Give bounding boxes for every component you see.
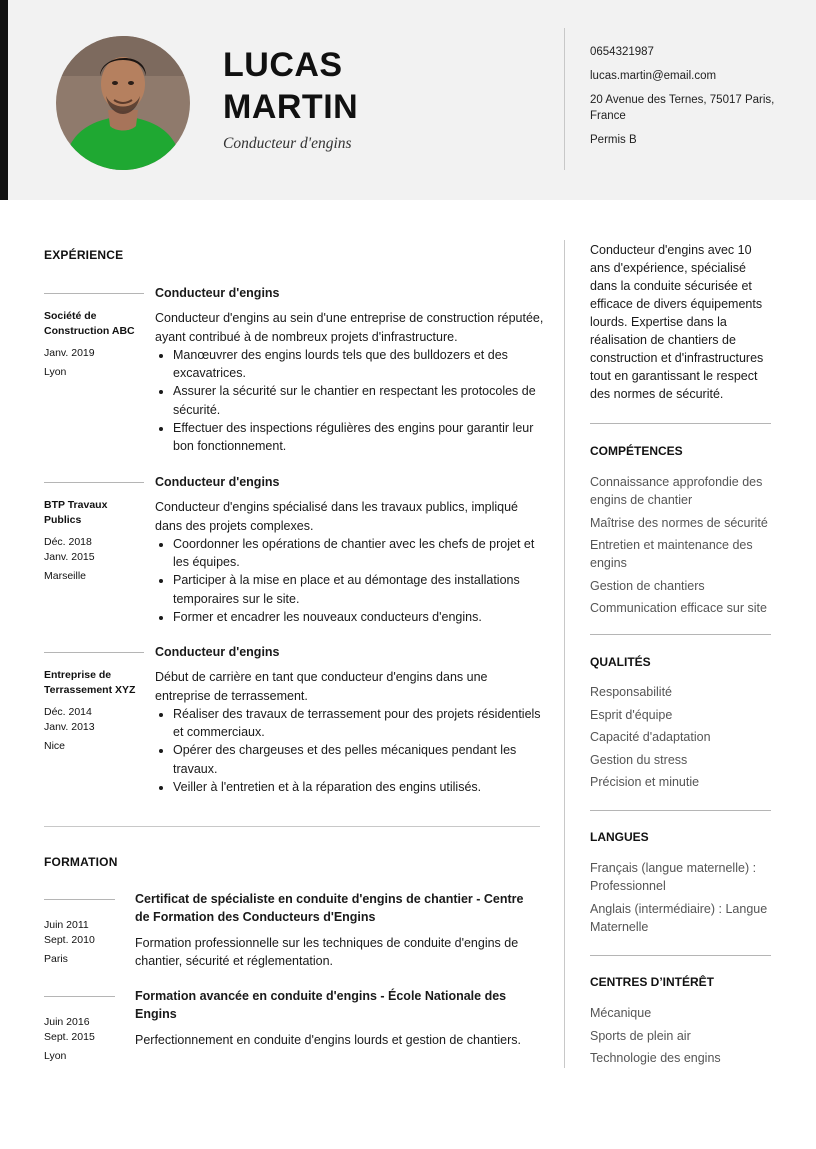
contact-info: [590, 44, 790, 156]
section-divider: [44, 826, 540, 827]
profile-summary: Conducteur d'engins avec 10 ans d'expérience, spécialisé dans la conduite sécurisée et efficace de divers équipements lourds. Expertise dans la réalisation de chantiers de construction et d'infrastructures tout en garantissant le respect des normes de sécurité.: [590, 243, 764, 401]
date-end: Juin 2016: [44, 1016, 90, 1028]
role-description: Début de carrière en tant que conducteur d'engins dans une entreprise de terrassement.: [155, 670, 488, 703]
quality-item: Gestion du stress: [590, 752, 688, 767]
date-start: Sept. 2010: [44, 934, 95, 946]
degree-title: Formation avancée en conduite d'engins - École Nationale des Engins: [135, 989, 507, 1022]
item-rule: [44, 652, 144, 653]
education-heading: FORMATION: [44, 855, 118, 869]
task-item: • Réaliser des travaux de terrassement pour des projets résidentiels et commerciaux.: [173, 705, 545, 742]
interest-item: Sports de plein air: [590, 1028, 691, 1043]
location: Nice: [44, 740, 66, 752]
company-name: Société de Construction ABC: [44, 310, 135, 337]
task-item: • Coordonner les opérations de chantier avec les chefs de projet et les équipes.: [173, 535, 545, 572]
experience-content: [155, 473, 545, 626]
phone: 0654321987: [590, 46, 654, 58]
task-item: • Effectuer des inspections régulières des engins pour garantir leur bon fonctionnement.: [173, 419, 545, 456]
quality-item: Précision et minutie: [590, 775, 700, 789]
header-divider: [564, 28, 565, 170]
experience-meta: [44, 309, 144, 380]
task-list: [173, 346, 545, 456]
date-end: Janv. 2015: [44, 551, 95, 563]
item-rule: [44, 482, 144, 483]
education-content: [135, 890, 530, 970]
date-start: Janv. 2019: [44, 347, 95, 359]
role-description: Conducteur d'engins spécialisé dans les travaux publics, impliqué dans des projets complexes.: [155, 500, 519, 533]
skills-list: [590, 473, 775, 622]
languages-list: [590, 859, 775, 940]
experience-meta: [44, 668, 144, 754]
education-meta: [44, 1015, 124, 1064]
task-item: • Opérer des chargeuses et des pelles mécaniques pendant les travaux.: [173, 741, 545, 778]
task-list: [173, 535, 545, 626]
date-start: Sept. 2015: [44, 1031, 95, 1043]
experience-meta: [44, 498, 144, 584]
first-name: LUCAS: [223, 46, 343, 84]
interest-item: Mécanique: [590, 1006, 652, 1020]
item-rule: [44, 996, 115, 997]
item-rule: [44, 899, 115, 900]
interests-list: [590, 1004, 775, 1072]
task-item: • Assurer la sécurité sur le chantier en respectant les protocoles de sécurité.: [173, 382, 545, 419]
task-item: • Former et encadrer les nouveaux conducteurs d'engins.: [173, 608, 545, 626]
location: Lyon: [44, 366, 67, 378]
skill-item: Gestion de chantiers: [590, 578, 705, 593]
sidebar-divider: [590, 634, 771, 635]
role-title: Conducteur d'engins: [155, 475, 280, 489]
last-name: MARTIN: [223, 88, 359, 126]
interests-heading: CENTRES D’INTÉRÊT: [590, 975, 715, 989]
interest-item: Technologie des engins: [590, 1051, 721, 1065]
experience-heading: EXPÉRIENCE: [44, 248, 124, 262]
accent-strip: [0, 0, 8, 200]
role-title: Conducteur d'engins: [155, 286, 280, 300]
task-item: • Veiller à l'entretien et à la réparation des engins utilisés.: [173, 778, 545, 796]
experience-content: [155, 643, 545, 796]
company-name: BTP Travaux Publics: [44, 499, 108, 526]
role-description: Conducteur d'engins au sein d'une entreprise de construction réputée, ayant contribué à de nombreux projets d'infrastructure.: [155, 311, 544, 344]
location: Paris: [44, 953, 68, 965]
date-end: Janv. 2013: [44, 721, 95, 733]
skill-item: Connaissance approfondie des engins de chantier: [590, 475, 763, 507]
task-item: • Manœuvrer des engins lourds tels que des bulldozers et des excavatrices.: [173, 346, 545, 383]
column-divider: [564, 240, 565, 1068]
skill-item: Entretien et maintenance des engins: [590, 538, 753, 570]
address: 20 Avenue des Ternes, 75017 Paris, France: [590, 94, 775, 122]
sidebar-divider: [590, 810, 771, 811]
email: lucas.martin@email.com: [590, 70, 717, 82]
date-start: Déc. 2014: [44, 706, 92, 718]
quality-item: Responsabilité: [590, 685, 672, 699]
degree-description: Formation professionnelle sur les techniques de conduite d'engins de chantier, sécurité et réglementation.: [135, 935, 519, 968]
qualities-heading: QUALITÉS: [590, 655, 651, 669]
company-name: Entreprise de Terrassement XYZ: [44, 669, 136, 696]
skill-item: Maîtrise des normes de sécurité: [590, 515, 768, 530]
item-rule: [44, 293, 144, 294]
full-name: [223, 44, 358, 128]
quality-item: Capacité d'adaptation: [590, 730, 711, 744]
profile-photo: [56, 36, 190, 170]
education-meta: [44, 918, 124, 967]
location: Marseille: [44, 570, 87, 582]
role-title: Conducteur d'engins: [155, 645, 280, 659]
languages-heading: LANGUES: [590, 830, 649, 844]
task-list: [173, 705, 545, 796]
date-end: Juin 2011: [44, 919, 89, 931]
degree-title: Certificat de spécialiste en conduite d'engins de chantier - Centre de Formation des Conducteurs d'Engins: [135, 892, 524, 925]
job-title: Conducteur d'engins: [223, 135, 352, 152]
language-item: Anglais (intermédiaire) : Langue Maternelle: [590, 901, 768, 934]
quality-item: Esprit d'équipe: [590, 707, 673, 722]
location: Lyon: [44, 1050, 67, 1062]
experience-content: [155, 284, 545, 456]
skill-item: Communication efficace sur site: [590, 601, 767, 615]
sidebar-divider: [590, 423, 771, 424]
sidebar-divider: [590, 955, 771, 956]
education-content: [135, 987, 530, 1049]
degree-description: Perfectionnement en conduite d'engins lourds et gestion de chantiers.: [135, 1032, 521, 1047]
language-item: Français (langue maternelle) : Professionnel: [590, 861, 757, 893]
qualities-list: [590, 683, 775, 796]
driving-license: Permis B: [590, 134, 637, 146]
date-start: Déc. 2018: [44, 536, 92, 548]
task-item: • Participer à la mise en place et au démontage des installations temporaires sur le site.: [173, 571, 545, 608]
skills-heading: COMPÉTENCES: [590, 444, 683, 458]
